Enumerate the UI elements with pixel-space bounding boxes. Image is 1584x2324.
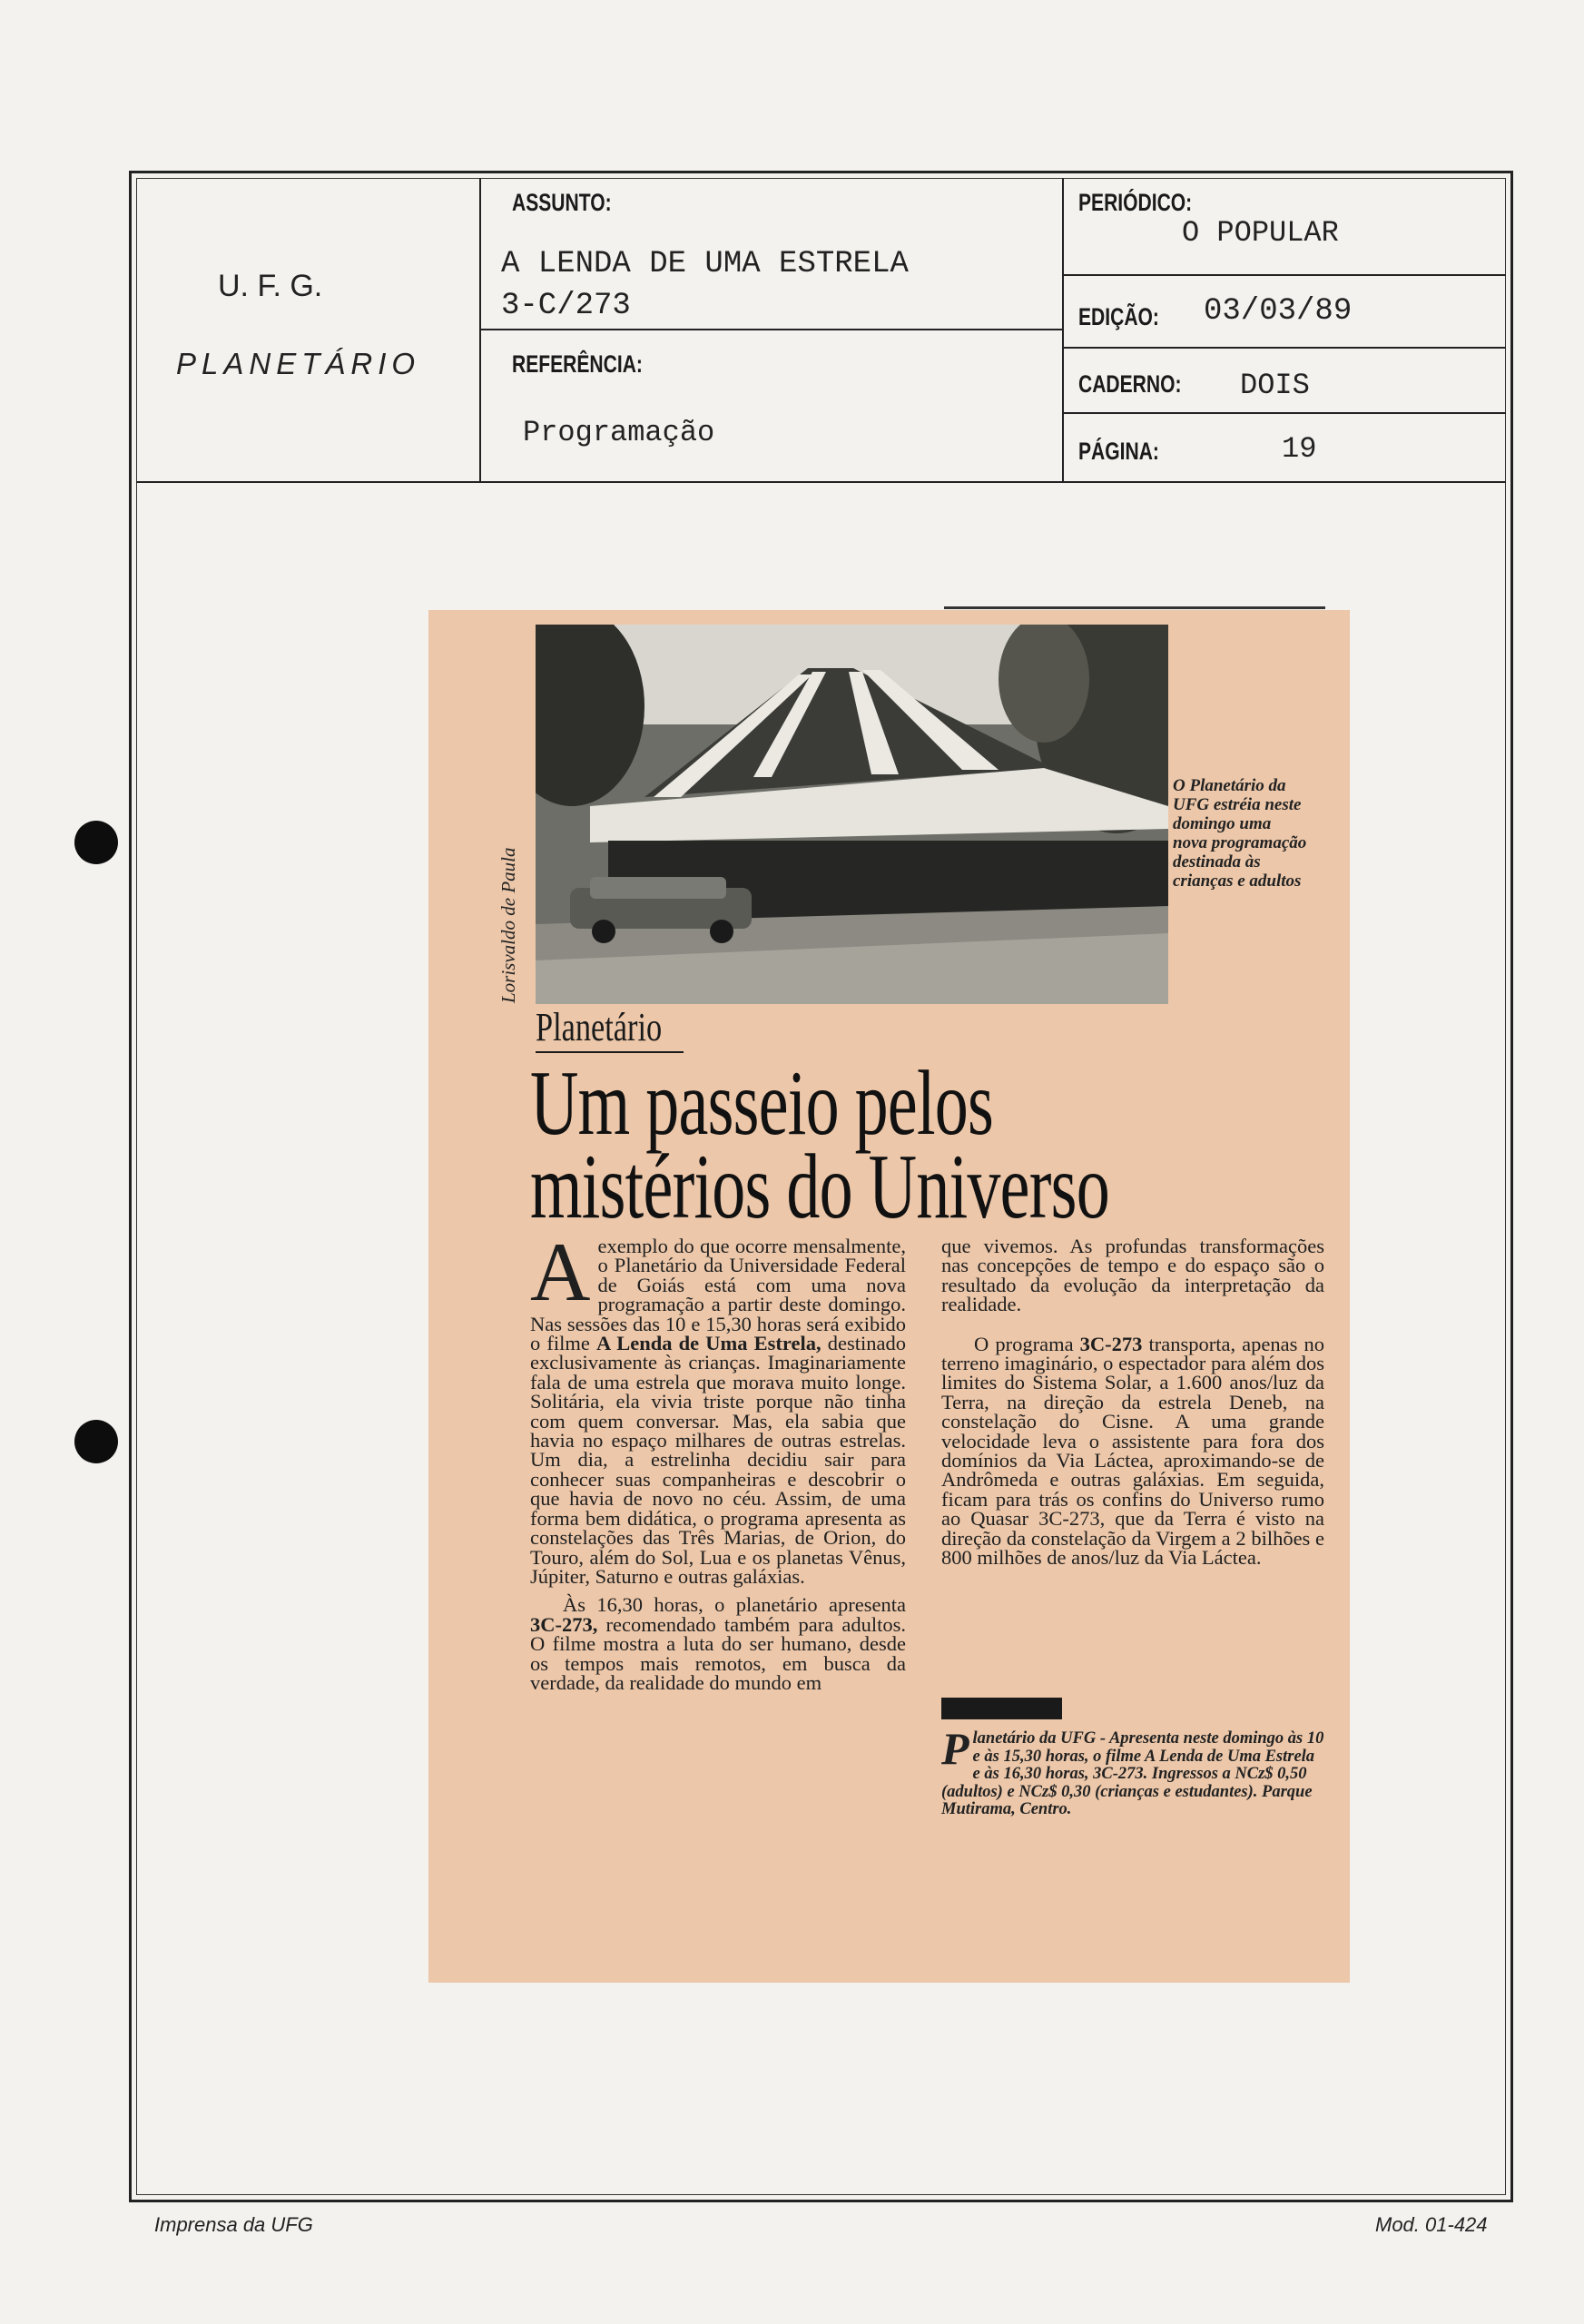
info-box-text: lanetário da UFG - Apresenta neste domingo às 10 e às 15,30 horas, o filme A Lenda de Uma Estrela e às 16,30 horas, 3C-273. Ingressos a NCz$ 0,50 (adultos) e NCz$ 0,30 (crianças e estudantes). Parque Mutirama, Centro.	[941, 1729, 1324, 1818]
caderno-label: CADERNO:	[1078, 370, 1182, 398]
photo-caption: O Planetário da UFG estréia neste domingo uma nova programação destinada às crianças e adultos	[1173, 776, 1307, 891]
edicao-rule	[1062, 347, 1506, 349]
referencia-label: REFERÊNCIA:	[512, 350, 643, 378]
department-name: PLANETÁRIO	[176, 347, 421, 380]
col1-para2	[530, 1595, 906, 1692]
edicao-value: 03/03/89	[1204, 294, 1353, 329]
photo-credit: Lorisvaldo de Paula	[497, 847, 519, 1003]
referencia-value: Programação	[523, 416, 715, 449]
header-divider-right	[1062, 178, 1064, 481]
article-column-2	[941, 1236, 1324, 1568]
planetarium-photo	[536, 625, 1168, 1004]
col2-program-bold: 3C-273	[1079, 1332, 1143, 1355]
header-bottom-rule	[136, 481, 1506, 483]
col1-para2-start: Às 16,30 horas, o planetário apresenta	[563, 1593, 906, 1617]
assunto-value: A LENDA DE UMA ESTRELA	[501, 247, 909, 281]
periodico-value: O POPULAR	[1182, 216, 1339, 250]
info-box-note	[941, 1723, 1324, 1819]
headline-line-2: mistérios do Universo	[530, 1136, 1109, 1238]
clipping-top-rule	[944, 606, 1325, 609]
col2-para2	[941, 1334, 1324, 1568]
article-column-1	[530, 1226, 907, 1694]
col1-para2-end: recomendado também para adultos. O filme mostra a luta do ser humano, desde os tempos mais remotos, em busca da verdade, da realidade do mundo em	[530, 1612, 906, 1694]
pagina-value: 19	[1282, 432, 1317, 466]
institution-name: U. F. G.	[218, 269, 323, 303]
col1-para1-end: destinado exclusivamente às crianças. Imaginariamente fala de uma estrela que morava muito longe. Solitária, ela vivia triste porque não tinha com quem conversar. Mas, ela sabia que havia no espaço milhares de outras estrelas. Um dia, a estrelinha decidiu sair para conhecer suas companheiras e descobrir o que havia de novo no céu. Assim, de uma forma bem didática, o programa apresenta as constelações das Três Marias, de Orion, do Touro, além do Sol, Lua e os planetas Vênus, Júpiter, Saturno e outras galáxias.	[530, 1332, 907, 1588]
info-box-bar	[941, 1698, 1062, 1719]
footer-publisher: Imprensa da UFG	[154, 2213, 313, 2236]
film-title-bold: A Lenda de Uma Estrela,	[596, 1332, 822, 1355]
info-box-dropcap: P	[941, 1723, 969, 1774]
assunto-label: ASSUNTO:	[512, 189, 612, 216]
assunto-code: 3-C/273	[501, 289, 631, 323]
headline-line-1: Um passeio pelos	[530, 1052, 994, 1155]
edicao-label: EDIÇÃO:	[1078, 303, 1159, 330]
caderno-rule	[1062, 412, 1506, 414]
planetarium-photo-graphic	[536, 625, 1168, 1004]
assunto-rule	[479, 329, 1062, 330]
periodico-rule	[1062, 274, 1506, 276]
pagina-label: PÁGINA:	[1078, 438, 1159, 465]
program-name-bold: 3C-273,	[530, 1612, 598, 1636]
drop-cap: A	[530, 1226, 591, 1318]
col2-para2-start: O programa	[974, 1332, 1080, 1355]
caderno-value: DOIS	[1240, 369, 1310, 402]
col1-para1-start: exemplo do que ocorre mensalmente, o Planetário da Universidade Federal de Goiás está com uma nova programação a partir deste domingo. Nas sessões das 10 e 15,30 horas será exibido o filme	[530, 1235, 906, 1355]
article-headline	[530, 1052, 1221, 1238]
punch-hole-upper	[74, 821, 118, 864]
punch-hole-lower	[74, 1420, 118, 1463]
col2-para1: que vivemos. As profundas transformações nas concepções de tempo e do espaço são o resultado da evolução da interpretação da realidade.	[941, 1235, 1324, 1316]
footer-form-code: Mod. 01-424	[1375, 2213, 1488, 2236]
periodico-label: PERIÓDICO:	[1078, 189, 1193, 216]
article-kicker: Planetário	[536, 1005, 663, 1049]
col2-para2-end: transporta, apenas no terreno imaginário, o espectador para além dos limites do Sistema Solar, a 1.600 anos/luz da Terra, na direção da estrela Deneb, na constelação do Cisne. A uma grande velocidade leva o assistente para fora dos domínios da Via Láctea, aproximando-se de Andrômeda e outras galáxias. Em seguida, ficam para trás os confins do Universo rumo ao Quasar 3C-273, que da Terra é visto na direção da constelação da Virgem a 2 bilhões e 800 milhões de anos/luz da Via Láctea.	[941, 1332, 1324, 1570]
